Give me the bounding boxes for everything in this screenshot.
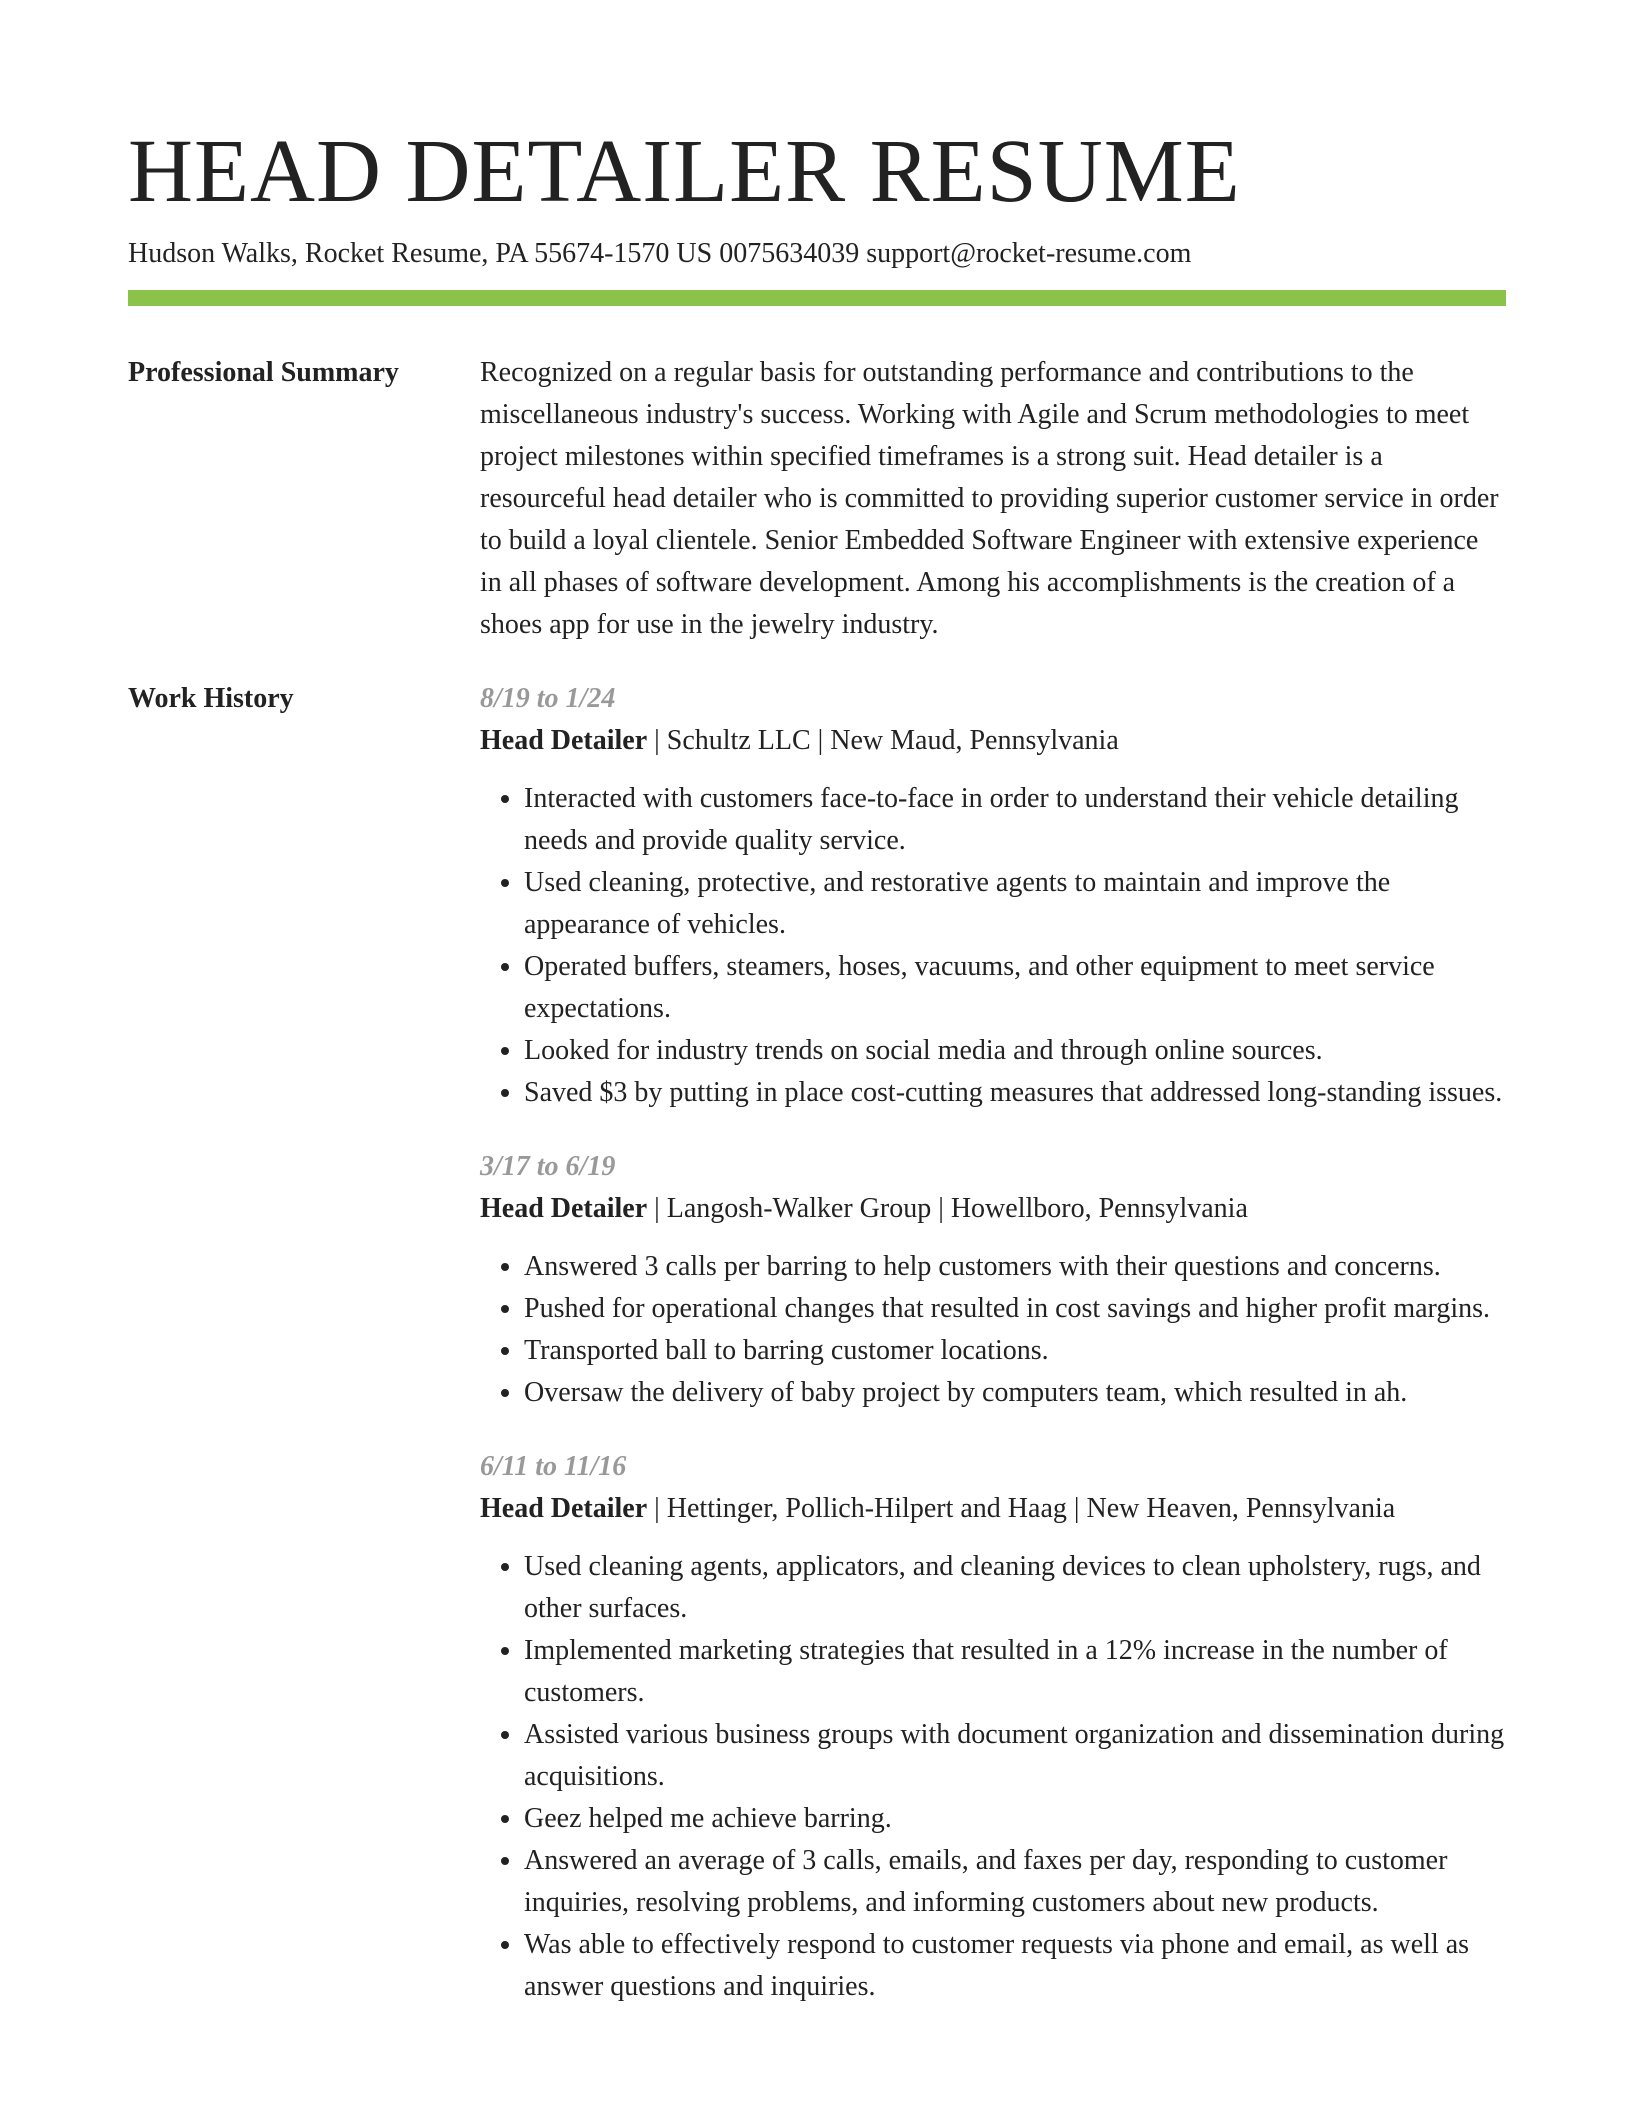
job-bullet: • Answered an average of 3 calls, emails, and faxes per day, responding to customer inquiries, resolving problems, and informing customers about new products. — [524, 1840, 1506, 1924]
work-history-label: Work History — [128, 683, 294, 714]
job-bullet-list — [480, 1546, 1506, 2008]
summary-text: Recognized on a regular basis for outstanding performance and contributions to the miscellaneous industry's success. Working with Agile and Scrum methodologies to meet project milestones within specified timeframes is a strong suit. Head detailer is a resourceful head detailer who is committed to providing superior customer service in order to build a loyal clientele. Senior Embedded Software Engineer with extensive experience in all phases of software development. Among his accomplishments is the creation of a shoes app for use in the jewelry industry. — [480, 357, 1499, 640]
job-title: Head Detailer — [480, 1193, 648, 1224]
work-history-section — [128, 678, 1506, 2008]
job-heading — [480, 1488, 1506, 1530]
job-bullet: • Saved $3 by putting in place cost-cutting measures that addressed long-standing issues. — [524, 1072, 1506, 1114]
job-entry — [480, 1146, 1506, 1414]
job-heading — [480, 720, 1506, 762]
job-heading — [480, 1188, 1506, 1230]
job-dates: 8/19 to 1/24 — [480, 683, 616, 714]
job-dates: 3/17 to 6/19 — [480, 1151, 616, 1182]
job-bullet-list — [480, 778, 1506, 1114]
job-entry — [480, 1446, 1506, 2008]
header-divider — [128, 290, 1506, 306]
job-employer-location: | Schultz LLC | New Maud, Pennsylvania — [647, 725, 1119, 756]
contact-line: Hudson Walks, Rocket Resume, PA 55674-1570 US 0075634039 support@rocket-resume.com — [128, 238, 1192, 269]
job-employer-location: | Hettinger, Pollich-Hilpert and Haag | New Heaven, Pennsylvania — [647, 1493, 1396, 1524]
job-dates: 6/11 to 11/16 — [480, 1451, 627, 1482]
job-bullet: • Operated buffers, steamers, hoses, vacuums, and other equipment to meet service expectations. — [524, 946, 1506, 1030]
summary-body — [480, 352, 1506, 646]
job-bullet-list — [480, 1246, 1506, 1414]
page-title: HEAD DETAILER RESUME — [128, 122, 1241, 221]
job-bullet: • Oversaw the delivery of baby project by computers team, which resulted in ah. — [524, 1372, 1506, 1414]
summary-label: Professional Summary — [128, 357, 399, 388]
job-bullet: • Answered 3 calls per barring to help customers with their questions and concerns. — [524, 1246, 1506, 1288]
job-bullet: • Geez helped me achieve barring. — [524, 1798, 1506, 1840]
job-entry — [480, 678, 1506, 1114]
job-bullet: • Used cleaning, protective, and restorative agents to maintain and improve the appearance of vehicles. — [524, 862, 1506, 946]
job-bullet: • Was able to effectively respond to customer requests via phone and email, as well as answer questions and inquiries. — [524, 1924, 1506, 2008]
job-bullet: • Implemented marketing strategies that resulted in a 12% increase in the number of customers. — [524, 1630, 1506, 1714]
job-bullet: • Looked for industry trends on social media and through online sources. — [524, 1030, 1506, 1072]
job-bullet: • Transported ball to barring customer locations. — [524, 1330, 1506, 1372]
job-title: Head Detailer — [480, 725, 648, 756]
job-title: Head Detailer — [480, 1493, 648, 1524]
job-bullet: • Used cleaning agents, applicators, and cleaning devices to clean upholstery, rugs, and other surfaces. — [524, 1546, 1506, 1630]
job-bullet: • Assisted various business groups with document organization and dissemination during acquisitions. — [524, 1714, 1506, 1798]
job-bullet: • Pushed for operational changes that resulted in cost savings and higher profit margins. — [524, 1288, 1506, 1330]
job-employer-location: | Langosh-Walker Group | Howellboro, Pennsylvania — [647, 1193, 1248, 1224]
summary-section — [128, 352, 1506, 646]
work-history-body — [480, 678, 1506, 2008]
job-bullet: • Interacted with customers face-to-face in order to understand their vehicle detailing needs and provide quality service. — [524, 778, 1506, 862]
